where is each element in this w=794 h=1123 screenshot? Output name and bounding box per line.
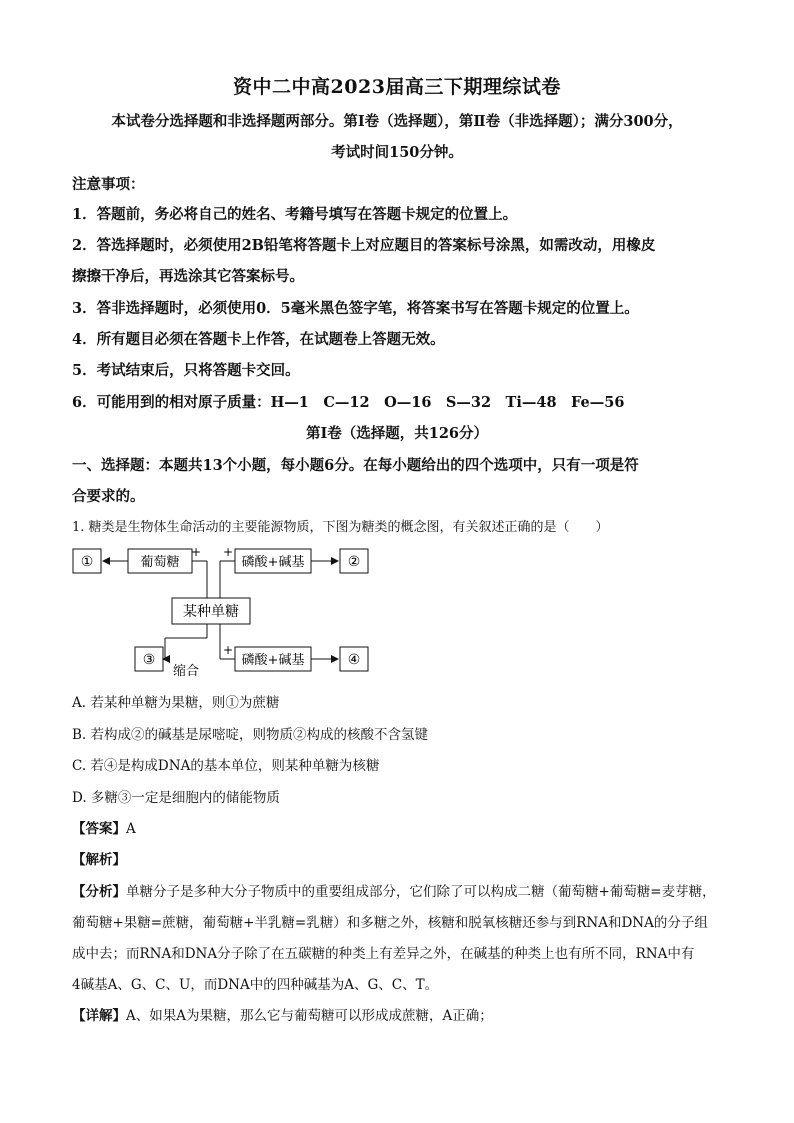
monosaccharide-label: 某种单糖 [183, 604, 239, 620]
option-a: A. 若某种单糖为果糖，则①为蔗糖 [72, 695, 280, 711]
section-instruction-2: 合要求的。 [72, 488, 145, 505]
xiangjie-tag: 【详解】 [72, 1008, 126, 1024]
note-item: 5．考试结束后，只将答题卡交回。 [72, 362, 300, 379]
circle1-label: ① [80, 554, 94, 570]
plus-sign-left: + [190, 545, 202, 559]
answer-line [72, 817, 732, 837]
analysis-line [72, 848, 732, 868]
circle3-label: ③ [142, 652, 156, 668]
note-item: 4．所有题目必须在答题卡上作答，在试题卷上答题无效。 [72, 331, 445, 348]
xiangjie-line [72, 1004, 732, 1024]
note-item: 3．答非选择题时，必须使用0．5毫米黑色签字笔，将答案书写在答题卡规定的位置上。 [72, 300, 639, 317]
analysis-tag: 【解析】 [72, 852, 126, 868]
glucose-label: 葡萄糖 [140, 555, 180, 570]
note-item: 擦擦干净后，再选涂其它答案标号。 [72, 268, 304, 285]
circle4-label: ④ [347, 652, 361, 668]
sugar-concept-diagram [60, 538, 390, 688]
fenxi-line-2: 葡萄糖+果糖=蔗糖，葡萄糖+半乳糖=乳糖）和多糖之外，核糖和脱氧核糖还参与到RNA和DNA的分子组 [72, 915, 708, 931]
fenxi-line-1 [72, 880, 732, 900]
xiangjie-text: A、如果A为果糖，那么它与葡萄糖可以形成成蔗糖，A正确； [126, 1008, 493, 1024]
fenxi-text: 单糖分子是多种大分子物质中的重要组成部分，它们除了可以构成二糖（葡萄糖+葡萄糖=麦芽糖， [126, 884, 716, 900]
answer-value: A [126, 821, 136, 837]
answer-tag: 【答案】 [72, 821, 126, 837]
note-item: 6．可能用到的相对原子质量：H—1 C—12 O—16 S—32 Ti—48 Fe—56 [72, 394, 625, 411]
plus-sign-right: + [222, 545, 234, 559]
section-title: 第Ⅰ卷（选择题，共126分） [305, 425, 489, 442]
note-item: 1．答题前，务必将自己的姓名、考籍号填写在答题卡规定的位置上。 [72, 206, 518, 223]
intro-line-1: 本试卷分选择题和非选择题两部分。第Ⅰ卷（选择题），第Ⅱ卷（非选择题）；满分300分， [111, 113, 683, 130]
condensation-label: 缩合 [172, 664, 200, 679]
question-1-stem: 1. 糖类是生物体生命活动的主要能源物质，下图为糖类的概念图，有关叙述正确的是（ ） [72, 520, 609, 535]
fenxi-tag: 【分析】 [72, 884, 126, 900]
notes-heading: 注意事项： [72, 176, 145, 193]
phosphate-base-bottom-label: 磷酸+碱基 [241, 653, 305, 668]
circle2-label: ② [347, 554, 361, 570]
page-title: 资中二中高2023届高三下期理综试卷 [233, 76, 561, 98]
option-d: D. 多糖③一定是细胞内的储能物质 [72, 790, 280, 806]
fenxi-line-3: 成中去；而RNA和DNA分子除了在五碳糖的种类上有差异之外，在碱基的种类上也有所不同，RNA中有 [72, 946, 695, 962]
note-item: 2．答选择题时，必须使用2B铅笔将答题卡上对应题目的答案标号涂黑，如需改动，用橡皮 [72, 237, 656, 254]
fenxi-line-4: 4碱基A、G、C、U，而DNA中的四种碱基为A、G、C、T。 [72, 977, 439, 993]
intro-line-2: 考试时间150分钟。 [331, 144, 463, 161]
option-b: B. 若构成②的碱基是尿嘧啶，则物质②构成的核酸不含氢键 [72, 727, 429, 743]
plus-sign-bottom: + [222, 643, 234, 657]
option-c: C. 若④是构成DNA的基本单位，则某种单糖为核糖 [72, 758, 380, 774]
section-instruction-1: 一、选择题：本题共13个小题，每小题6分。在每小题给出的四个选项中，只有一项是符 [72, 457, 639, 474]
phosphate-base-top-label: 磷酸+碱基 [241, 555, 305, 570]
